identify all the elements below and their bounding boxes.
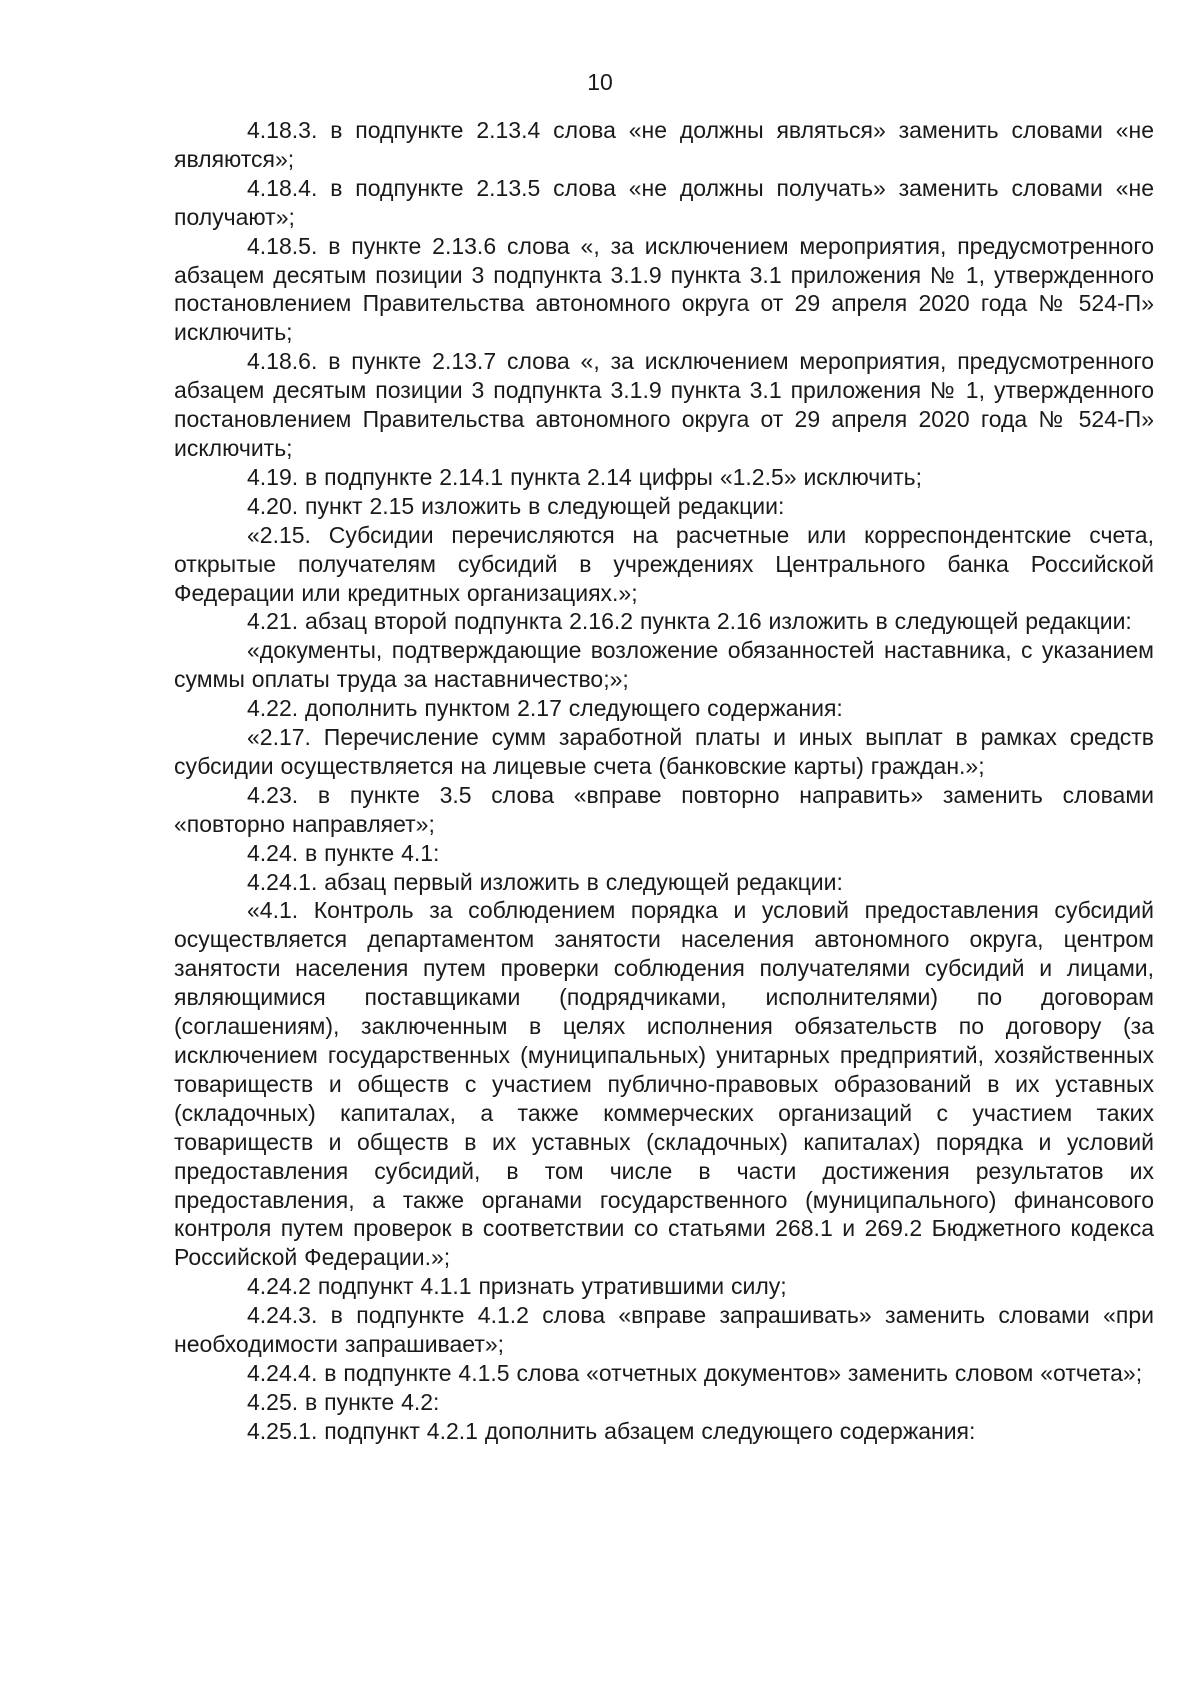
paragraph-4-25-1: 4.25.1. подпункт 4.2.1 дополнить абзацем следующего содержания: (247, 1417, 976, 1444)
paragraph-4-19: 4.19. в подпункте 2.14.1 пункта 2.14 цифры «1.2.5» исключить; (247, 463, 923, 490)
paragraph-4-24-3: 4.24.3. в подпункте 4.1.2 слова «вправе запрашивать» заменить словами «при необходимости запрашивает»; (174, 1302, 1154, 1358)
page-number: 10 (587, 69, 613, 95)
paragraph-4-24-1: 4.24.1. абзац первый изложить в следующей редакции: (247, 868, 843, 895)
paragraph-4-24: 4.24. в пункте 4.1: (247, 839, 440, 866)
paragraph-4-18-3: 4.18.3. в подпункте 2.13.4 слова «не должны являться» заменить словами «не являются»; (174, 117, 1154, 172)
paragraph-4-23: 4.23. в пункте 3.5 слова «вправе повторно направить» заменить словами «повторно направляет»; (174, 781, 1154, 837)
paragraph-4-21: 4.21. абзац второй подпункта 2.16.2 пункта 2.16 изложить в следующей редакции: (247, 608, 1132, 635)
paragraph-4-18-5: 4.18.5. в пункте 2.13.6 слова «, за исключением мероприятия, предусмотренного абзацем десятым позиции 3 подпункта 3.1.9 пункта 3.1 приложения № 1, утвержденного постановлением Правительства автономного округа от 29 апреля 2020 года № 524-П» исключить; (174, 232, 1154, 346)
paragraph-4-1-quote: «4.1. Контроль за соблюдением порядка и условий предоставления субсидий осуществляется департаментом занятости населения автономного округа, центром занятости населения путем проверки соблюдения получателями субсидий и лицами, являющимися поставщиками (подрядчиками, исполнителями) по договорам (соглашениям), заключенным в целях исполнения обязательств по договору (за исключением государственных (муниципальных) унитарных предприятий, хозяйственных товариществ и обществ с участием публично-правовых образований в их уставных (складочных) капиталах, а также коммерческих организаций с участием таких товариществ и обществ в их уставных (складочных) капиталах) порядка и условий предоставления субсидий, в том числе в части достижения результатов их предоставления, а также органами государственного (муниципального) финансового контроля путем проверок в соответствии со статьями 268.1 и 269.2 Бюджетного кодекса Российской Федерации.»; (174, 897, 1154, 1271)
paragraph-4-18-4: 4.18.4. в подпункте 2.13.5 слова «не должны получать» заменить словами «не получают»; (174, 174, 1154, 230)
paragraph-4-25: 4.25. в пункте 4.2: (247, 1388, 440, 1415)
paragraph-documents-quote: «документы, подтверждающие возложение обязанностей наставника, с указанием суммы оплаты труда за наставничество;»; (174, 637, 1154, 693)
paragraph-4-24-2: 4.24.2 подпункт 4.1.1 признать утратившими силу; (247, 1273, 787, 1300)
paragraph-4-22: 4.22. дополнить пунктом 2.17 следующего содержания: (247, 695, 843, 722)
paragraph-4-18-6: 4.18.6. в пункте 2.13.7 слова «, за исключением мероприятия, предусмотренного абзацем десятым позиции 3 подпункта 3.1.9 пункта 3.1 приложения № 1, утвержденного постановлением Правительства автономного округа от 29 апреля 2020 года № 524-П» исключить; (174, 348, 1154, 461)
paragraph-4-20: 4.20. пункт 2.15 изложить в следующей редакции: (247, 492, 785, 519)
paragraph-4-24-4: 4.24.4. в подпункте 4.1.5 слова «отчетных документов» заменить словом «отчета»; (247, 1359, 1143, 1386)
document-body (174, 116, 1154, 1446)
paragraph-2-15-quote: «2.15. Субсидии перечисляются на расчетные или корреспондентские счета, открытые получателям субсидий в учреждениях Центрального банка Российской Федерации или кредитных организациях.»; (174, 521, 1154, 606)
paragraph-2-17-quote: «2.17. Перечисление сумм заработной платы и иных выплат в рамках средств субсидии осуществляется на лицевые счета (банковские карты) граждан.»; (174, 724, 1154, 779)
